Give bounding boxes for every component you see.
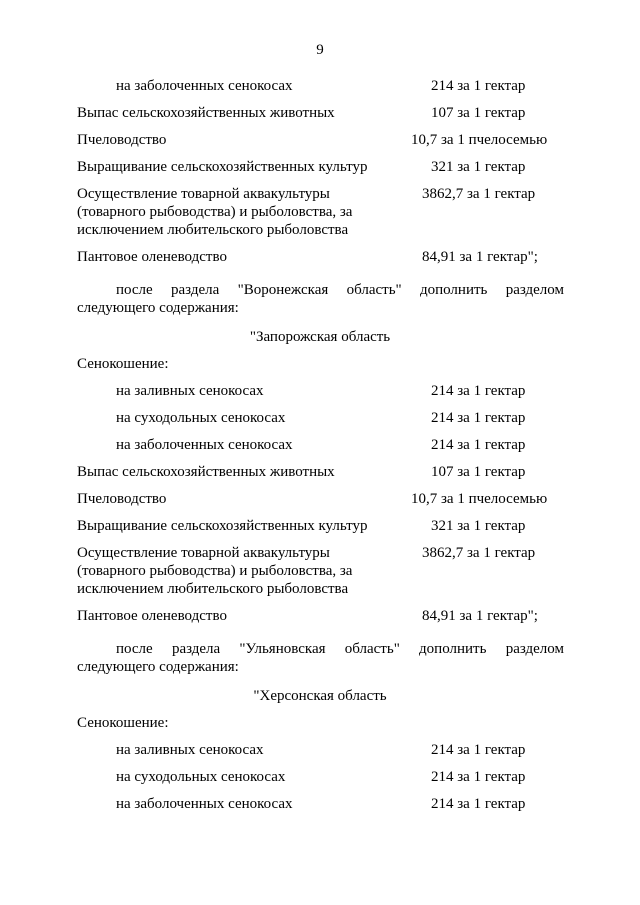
word: дополнить [419,641,487,657]
paragraph-line [77,281,564,299]
row-label: Выпас сельскохозяйственных животных [77,105,335,121]
row-label-line: исключением любительского рыболовства [77,222,349,238]
row-label: на заливных сенокосах [116,383,264,399]
row-rate: 214 за 1 гектар [431,796,526,812]
row-label: на суходольных сенокосах [116,410,286,426]
row-rate: 214 за 1 гектар [431,410,526,426]
row-label: на заболоченных сенокосах [116,437,293,453]
row-rate: 214 за 1 гектар [431,383,526,399]
section-heading: "Херсонская область [253,688,387,704]
row-rate: 214 за 1 гектар [431,78,526,94]
word: "Ульяновская [239,641,326,657]
row-rate: 10,7 за 1 пчелосемью [411,491,548,507]
word: разделом [505,641,564,657]
row-rate: 3862,7 за 1 гектар [422,186,536,202]
row-rate: 321 за 1 гектар [431,518,526,534]
row-label-line: исключением любительского рыболовства [77,581,349,597]
row-label-line: (товарного рыбоводства) и рыболовства, за [77,563,353,579]
section-heading: "Запорожская область [249,329,391,345]
row-rate: 84,91 за 1 гектар"; [422,249,538,265]
row-label: Выращивание сельскохозяйственных культур [77,159,368,175]
word: раздела [171,641,221,657]
word: после [116,282,153,298]
row-rate: 214 за 1 гектар [431,742,526,758]
row-label-line: Осуществление товарной аквакультуры [77,186,330,202]
row-rate: 10,7 за 1 пчелосемью [411,132,548,148]
row-label-line: (товарного рыбоводства) и рыболовства, за [77,204,353,220]
row-label: на заболоченных сенокосах [116,78,293,94]
word: "Воронежская [237,282,329,298]
section-subheading: Сенокошение: [77,715,169,731]
page-number: 9 [316,42,324,58]
word: разделом [505,282,564,298]
row-rate: 321 за 1 гектар [431,159,526,175]
word: область" [346,282,402,298]
row-label: Пантовое оленеводство [77,608,227,624]
row-label: Выращивание сельскохозяйственных культур [77,518,368,534]
row-label-line: Осуществление товарной аквакультуры [77,545,330,561]
row-label: Пчеловодство [77,132,167,148]
row-rate: 3862,7 за 1 гектар [422,545,536,561]
word: раздела [171,282,220,298]
paragraph [77,640,564,676]
row-rate: 107 за 1 гектар [431,105,526,121]
row-rate: 84,91 за 1 гектар"; [422,608,538,624]
word: дополнить [419,282,488,298]
word: область" [344,641,400,657]
paragraph-line: следующего содержания: [77,300,239,316]
paragraph-line: следующего содержания: [77,659,239,675]
row-rate: 214 за 1 гектар [431,769,526,785]
row-rate: 107 за 1 гектар [431,464,526,480]
row-label: на суходольных сенокосах [116,769,286,785]
paragraph-line [77,640,564,658]
word: после [116,641,153,657]
row-label: Выпас сельскохозяйственных животных [77,464,335,480]
row-label: Пантовое оленеводство [77,249,227,265]
section-subheading: Сенокошение: [77,356,169,372]
row-label: на заболоченных сенокосах [116,796,293,812]
row-label: Пчеловодство [77,491,167,507]
row-label: на заливных сенокосах [116,742,264,758]
row-rate: 214 за 1 гектар [431,437,526,453]
paragraph [77,281,564,317]
